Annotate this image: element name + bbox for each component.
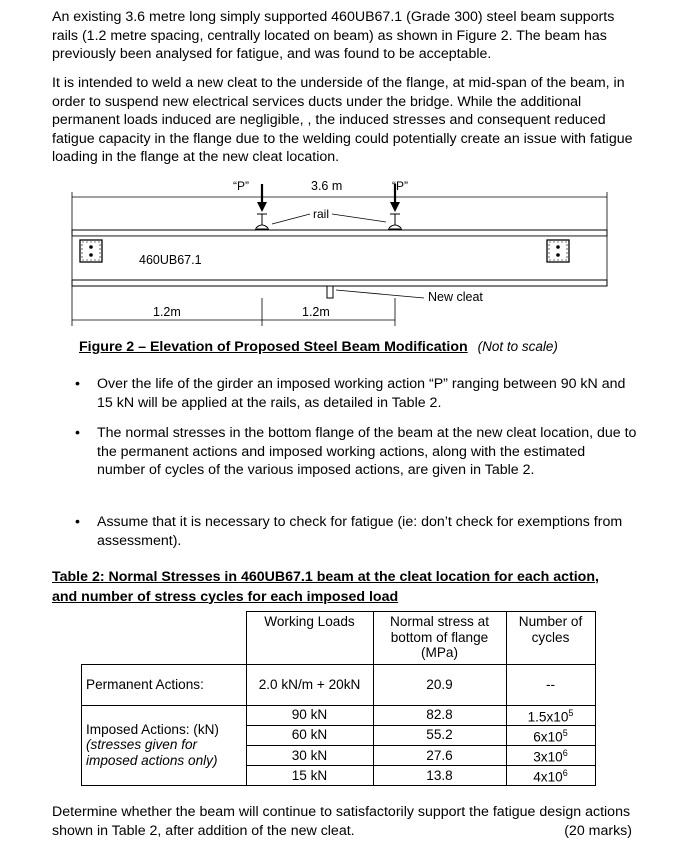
stress-table xyxy=(81,611,596,786)
permanent-stress: 20.9 xyxy=(373,664,506,705)
header-cycles: Number of cycles xyxy=(506,612,595,665)
cleat-label: New cleat xyxy=(428,290,483,304)
figure-caption-title: Figure 2 – Elevation of Proposed Steel Beam Modification xyxy=(79,339,468,355)
new-cleat-icon xyxy=(327,286,333,298)
rail-leader-left xyxy=(272,214,310,224)
intro-paragraph-1: An existing 3.6 metre long simply supported 460UB67.1 (Grade 300) steel beam supports rails (1.2 metre spacing, centrally located on beam) as shown in Figure 2. The beam has previously been analysed for fatigue, and was found to be acceptable. xyxy=(52,9,615,63)
load-right-arrowhead xyxy=(390,202,400,212)
cycles-exponent: 6 xyxy=(562,747,568,758)
end-connection-right-icon xyxy=(547,240,569,262)
intro-paragraph-2: It is intended to weld a new cleat to the underside of the flange, at mid-span of the beam, in order to suspend new electrical services ducts under the bridge. While the additional permanent loads induced are negligible, , the induced stresses and consequent reduced fatigue capacity in the flange due to the welding could potentially create an issue with fatigue loading in the flange at the new cleat location. xyxy=(52,75,633,166)
table-header-row xyxy=(82,612,596,665)
cycles-exponent: 5 xyxy=(568,707,574,718)
header-working-loads: Working Loads xyxy=(246,612,373,665)
imposed-load: 15 kN xyxy=(246,765,373,785)
rail-label: rail xyxy=(313,207,330,221)
imposed-cycles xyxy=(506,745,595,765)
permanent-cycles: -- xyxy=(506,664,595,705)
load-right-label: “P” xyxy=(392,179,408,193)
end-connection-left-icon xyxy=(80,240,102,262)
cycles-exponent: 6 xyxy=(562,767,568,778)
closing-question-text: Determine whether the beam will continue to satisfactorily support the fatigue design actions shown in Table 2, after addition of the new cleat. xyxy=(52,804,631,839)
imposed-stress: 55.2 xyxy=(373,725,506,745)
imposed-load: 90 kN xyxy=(246,705,373,725)
table-row xyxy=(82,664,596,705)
table-title: Table 2: Normal Stresses in 460UB67.1 beam at the cleat location for each action, and number of stress cycles for each imposed load xyxy=(52,569,599,605)
imposed-label-note: (stresses given for imposed actions only) xyxy=(86,737,218,769)
permanent-load: 2.0 kN/m + 20kN xyxy=(246,664,373,705)
load-left-label: “P” xyxy=(233,179,249,193)
beam-bottom-flange xyxy=(72,280,607,286)
cycles-base: 1.5x10 xyxy=(527,709,569,725)
bullet-item: • Over the life of the girder an imposed working action “P” ranging between 90 kN and 15 kN will be applied at the rails, as detailed in Table 2. xyxy=(97,375,637,412)
beam-top-flange xyxy=(72,230,607,236)
closing-question xyxy=(52,803,632,841)
beam-section-label: 460UB67.1 xyxy=(139,253,202,267)
imposed-label-text: Imposed Actions: (kN) xyxy=(86,721,219,737)
header-normal-stress: Normal stress at bottom of flange (MPa) xyxy=(373,612,506,665)
imposed-cycles xyxy=(506,765,595,785)
permanent-label: Permanent Actions: xyxy=(82,664,247,705)
span-label: 3.6 m xyxy=(311,179,343,193)
imposed-load: 30 kN xyxy=(246,745,373,765)
figure-caption-note: (Not to scale) xyxy=(477,339,558,354)
imposed-label xyxy=(82,705,247,786)
cycles-base: 6x10 xyxy=(533,729,563,745)
table-corner-cell xyxy=(82,612,247,665)
rail-leader-right xyxy=(332,214,386,222)
load-left-arrowhead xyxy=(257,202,267,212)
dim-left-label: 1.2m xyxy=(153,305,181,319)
imposed-stress: 82.8 xyxy=(373,705,506,725)
rail-right-icon xyxy=(388,214,402,229)
imposed-cycles xyxy=(506,725,595,745)
table-row xyxy=(82,705,596,725)
cycles-base: 3x10 xyxy=(533,749,563,765)
cleat-leader xyxy=(336,290,424,298)
beam-elevation-figure xyxy=(0,170,685,330)
bullet-item: • Assume that it is necessary to check for fatigue (ie: don’t check for exemptions from assessment). xyxy=(97,513,637,550)
imposed-stress: 27.6 xyxy=(373,745,506,765)
dim-mid-label: 1.2m xyxy=(302,305,330,319)
cycles-exponent: 5 xyxy=(562,727,568,738)
bullet-item: • The normal stresses in the bottom flange of the beam at the new cleat location, due to the permanent actions and imposed working actions, along with the estimated number of cycles of the various imposed actions, are given in Table 2. xyxy=(97,424,637,480)
cycles-base: 4x10 xyxy=(533,769,563,785)
imposed-cycles xyxy=(506,705,595,725)
marks-label: (20 marks) xyxy=(564,823,632,840)
rail-left-icon xyxy=(255,214,269,229)
figure-caption xyxy=(79,339,558,355)
imposed-stress: 13.8 xyxy=(373,765,506,785)
imposed-load: 60 kN xyxy=(246,725,373,745)
